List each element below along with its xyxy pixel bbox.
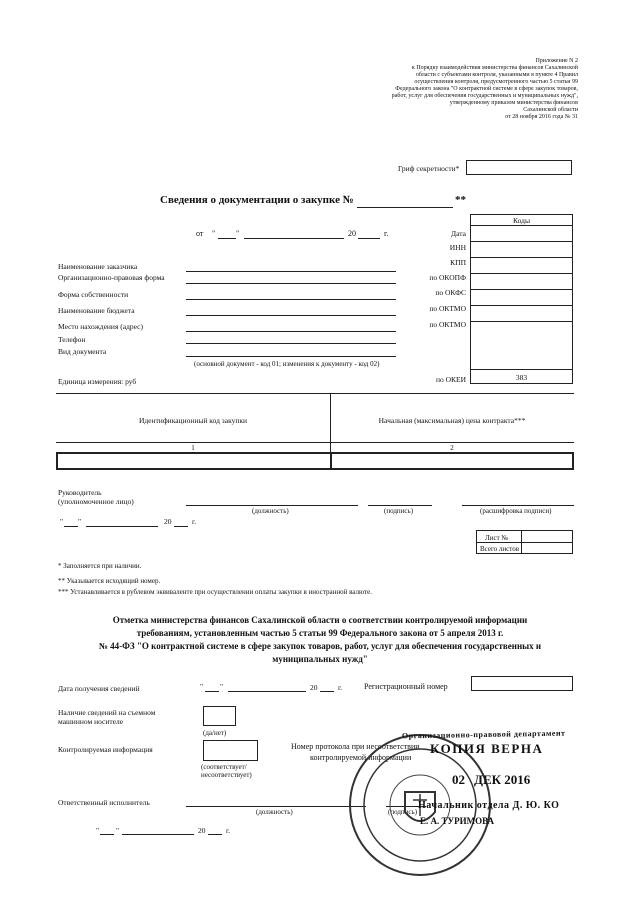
date-quote-open: " [212, 229, 216, 238]
receipt-quote-2: " [220, 682, 224, 691]
field-ownership: Форма собственности [58, 290, 129, 299]
head-label-2: (уполномоченное лицо) [58, 497, 134, 506]
code-label-inn: ИНН [449, 243, 466, 252]
executor-position-caption: (должность) [256, 808, 293, 816]
appendix-line: от 28 ноября 2016 года № 31 [505, 114, 578, 120]
date-day-line [218, 238, 236, 239]
okei-value: 383 [515, 373, 528, 382]
stamp-copy-verified: КОПИЯ ВЕРНА [430, 741, 544, 756]
head-decoding-line[interactable] [462, 505, 574, 506]
appendix-line: утвержденному приказом министерства финансов [449, 100, 578, 106]
field-address: Место нахождения (адрес) [58, 322, 144, 331]
secrecy-label: Гриф секретности* [398, 164, 460, 173]
controlled-caption-1: (соответствует/ [201, 763, 247, 771]
field-line-address[interactable] [186, 331, 396, 332]
date-year: 20 [348, 229, 356, 238]
code-cell-oktmo-2[interactable] [470, 322, 573, 370]
date-year-line [358, 238, 380, 239]
head-date-quote: " [60, 517, 64, 526]
receipt-date-label: Дата получения сведений [58, 684, 140, 693]
media-label-1: Наличие сведений на съемном [58, 708, 156, 717]
appendix-line: Сахалинской области [523, 107, 578, 113]
table-data-divider [330, 452, 332, 470]
receipt-g: г. [338, 683, 343, 692]
sheet-no-label: Лист № [485, 534, 509, 542]
table-data-row[interactable] [56, 452, 574, 470]
code-cell-okopf[interactable] [470, 274, 573, 290]
head-date-quote-2: " [78, 517, 82, 526]
head-signature-line[interactable] [368, 505, 432, 506]
title-number-line [357, 207, 453, 208]
table-col2-num: 2 [450, 444, 454, 452]
appendix-line: осуществления контроля, предусмотренного частью 5 статьи 99 [414, 79, 578, 85]
receipt-quote: " [200, 682, 204, 691]
reg-number-label: Регистрационный номер [364, 682, 448, 691]
page-title [160, 194, 354, 206]
executor-position-line[interactable] [186, 806, 366, 807]
date-quote-close: " [236, 229, 240, 238]
stamp-department: Организационно-правовой департамент [401, 728, 566, 741]
appendix-block [328, 58, 578, 121]
field-line-ownership[interactable] [186, 299, 396, 300]
controlled-caption [201, 763, 252, 779]
media-label-2: машинном носителе [58, 717, 124, 726]
appendix-line: работ, услуг для обеспечения государственных и муниципальных нужд", [391, 93, 578, 99]
field-customer-name: Наименование заказчика [58, 262, 138, 271]
table-top-line [56, 393, 574, 394]
appendix-line: области с субъектами контроля, указанными в пункте 4 Правил [415, 72, 578, 78]
protocol-label-1: Номер протокола при несоответствии [291, 742, 420, 751]
field-line-customer[interactable] [186, 271, 396, 272]
code-cell-okfs[interactable] [470, 290, 573, 306]
table-head-line [56, 442, 574, 443]
stamp-name: Е. А. ТУРИМОВА [420, 816, 495, 826]
head-signature-caption: (подпись) [384, 507, 414, 515]
executor-year: 20 [198, 826, 206, 835]
media-box[interactable] [203, 706, 236, 726]
sheet-total-value[interactable] [521, 542, 573, 554]
appendix-line: к Порядку взаимодействия министерства финансов Сахалинской [411, 65, 578, 71]
executor-signature-caption: (подпись) [388, 808, 418, 816]
executor-date-quote: " [96, 826, 100, 835]
footnote-2: ** Указывается исходящий номер. [58, 577, 161, 585]
table-col1-num: 1 [191, 444, 195, 452]
field-line-phone[interactable] [186, 343, 396, 344]
secrecy-box[interactable] [466, 160, 572, 175]
reg-number-box[interactable] [471, 676, 573, 691]
field-line-budget[interactable] [186, 315, 396, 316]
mark-title [50, 614, 590, 666]
head-date-year: 20 [164, 517, 172, 526]
executor-month-line[interactable] [122, 834, 194, 835]
executor-day-line[interactable] [100, 834, 114, 835]
code-label-okopf: по ОКОПФ [429, 273, 466, 282]
unit-label: Единица измерения: руб [58, 377, 137, 386]
codes-header-box [470, 214, 573, 226]
table-col2-header: Начальная (максимальная) цена контракта*** [378, 416, 526, 425]
controlled-label: Контролируемая информация [58, 745, 153, 754]
receipt-day-line[interactable] [205, 691, 219, 692]
executor-year-line[interactable] [208, 834, 222, 835]
mark-title-line: № 44-ФЗ "О контрактной системе в сфере закупок товаров, работ, услуг для обеспечения государственных и [98, 641, 542, 651]
head-date-g: г. [192, 517, 197, 526]
head-decoding-caption: (расшифровка подписи) [480, 507, 552, 515]
media-label [58, 708, 156, 726]
executor-label: Ответственный исполнитель [58, 798, 150, 807]
appendix-line: Федерального закона "О контрактной системе в сфере закупок товаров, [395, 86, 578, 92]
footnote-3: *** Устанавливается в рублевом эквиваленте при осуществлении оплаты закупки в иностранной валюте. [58, 588, 372, 596]
executor-date-quote-2: " [116, 826, 120, 835]
code-label-okfs: по ОКФС [435, 288, 466, 297]
field-phone: Телефон [58, 335, 86, 344]
head-date-day-line[interactable] [64, 526, 78, 527]
title-stars: ** [455, 194, 466, 206]
code-label-kpp: КПП [450, 258, 466, 267]
controlled-box[interactable] [203, 740, 258, 761]
executor-g: г. [226, 826, 231, 835]
doc-type-note: (основной документ - код 01; изменения к документу - код 02) [194, 360, 380, 368]
head-position-line[interactable] [186, 505, 358, 506]
code-label-oktmo: по ОКТМО [429, 304, 466, 313]
sheet-total-box [476, 542, 522, 554]
stamp-day: 02 [452, 772, 465, 787]
controlled-caption-2: несоответствует) [201, 771, 252, 779]
head-date-month-line[interactable] [86, 526, 158, 527]
media-yes-no: (да/нет) [203, 729, 227, 737]
field-legal-form: Организационно-правовая форма [58, 273, 165, 282]
stamp-head: Начальник отдела Д. Ю. КО [418, 800, 560, 811]
head-label: Руководитель [58, 488, 102, 497]
mark-title-line: муниципальных нужд" [272, 654, 368, 664]
field-line-doc-type[interactable] [186, 356, 396, 357]
code-label-date: Дата [451, 229, 466, 238]
receipt-year-line[interactable] [320, 691, 334, 692]
title-text: Сведения о документации о закупке № [160, 194, 354, 206]
head-date-year-line[interactable] [174, 526, 188, 527]
head-position-caption: (должность) [252, 507, 289, 515]
field-doc-type: Вид документа [58, 347, 107, 356]
receipt-year: 20 [310, 683, 318, 692]
sheet-total-label: Всего листов [480, 545, 520, 553]
code-label-oktmo-2: по ОКТМО [429, 320, 466, 329]
protocol-label-2: контролируемой информации [310, 753, 412, 762]
date-month-line [244, 238, 344, 239]
code-cell-kpp[interactable] [470, 258, 573, 274]
code-cell-inn[interactable] [470, 242, 573, 258]
code-cell-okei [470, 370, 573, 384]
mark-title-line: требованиям, установленным частью 5 статьи 99 Федерального закона от 5 апреля 2013 г. [136, 628, 504, 638]
appendix-line: Приложение N 2 [535, 58, 578, 64]
okei-label: по ОКЕИ [435, 375, 466, 384]
stamp-date: ДЕК 2016 [474, 772, 531, 787]
mark-title-line: Отметка министерства финансов Сахалинской области о соответствии контролируемой информации [112, 615, 528, 625]
receipt-month-line[interactable] [228, 691, 306, 692]
field-line-legal-form[interactable] [186, 283, 396, 284]
code-cell-oktmo[interactable] [470, 306, 573, 322]
footnote-1: * Заполняется при наличии. [58, 562, 142, 570]
date-from: от [196, 229, 204, 238]
codes-header: Коды [512, 216, 531, 225]
date-line [196, 229, 203, 239]
field-budget-name: Наименование бюджета [58, 306, 135, 315]
date-g: г. [384, 229, 389, 238]
table-col1-header: Идентификационный код закупки [138, 416, 248, 425]
code-cell-date[interactable] [470, 226, 573, 242]
